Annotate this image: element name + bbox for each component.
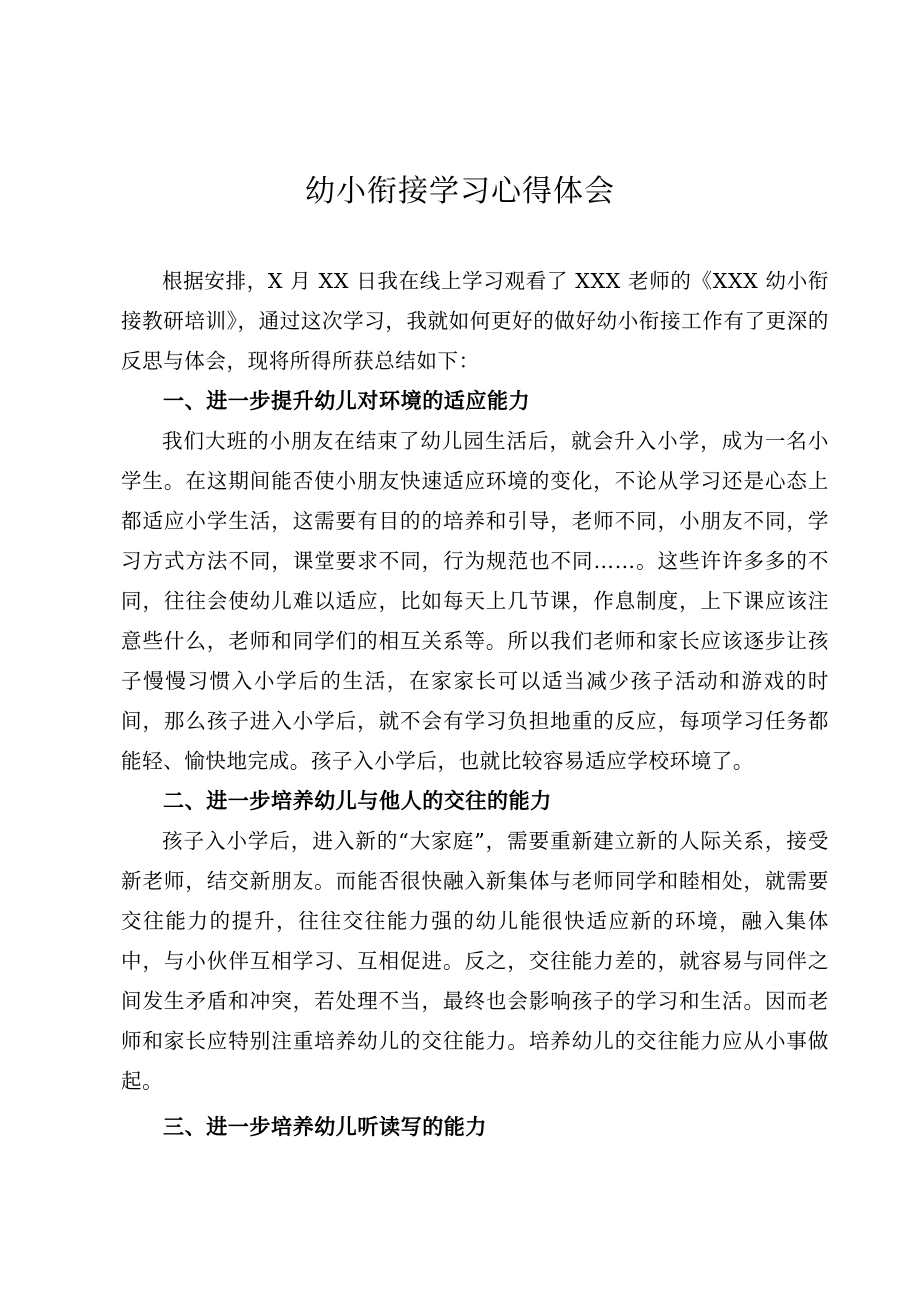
document-body	[121, 261, 829, 1147]
document-title: 幼小衔接学习心得体会	[305, 174, 615, 209]
section-heading-1: 一、进一步提升幼儿对环境的适应能力	[163, 389, 531, 413]
section-paragraph-1: 我们大班的小朋友在结束了幼儿园生活后，就会升入小学，成为一名小学生。在这期间能否使小朋友快速适应环境的变化，不论从学习还是心态上都适应小学生活，这需要有目的的培养和引导，老师不同，小朋友不同，学习方式方法不同，课堂要求不同，行为规范也不同……。这些许许多多的不同，往往会使幼儿难以适应，比如每天上几节课，作息制度，上下课应该注意些什么，老师和同学们的相互关系等。所以我们老师和家长应该逐步让孩子慢慢习惯入小学后的生活，在家家长可以适当减少孩子活动和游戏的时间，那么孩子进入小学后，就不会有学习负担地重的反应，每项学习任务都能轻、愉快地完成。孩子入小学后，也就比较容易适应学校环境了。	[121, 429, 829, 773]
section-heading-3: 三、进一步培养幼儿听读写的能力	[163, 1115, 487, 1139]
section-paragraph-2: 孩子入小学后，进入新的“大家庭”，需要重新建立新的人际关系，接受新老师，结交新朋友。而能否很快融入新集体与老师同学和睦相处，就需要交往能力的提升，往往交往能力强的幼儿能很快适应新的环境，融入集体中，与小伙伴互相学习、互相促进。反之，交往能力差的，就容易与同伴之间发生矛盾和冲突，若处理不当，最终也会影响孩子的学习和生活。因而老师和家长应特别注重培养幼儿的交往能力。培养幼儿的交往能力应从小事做起。	[121, 829, 829, 1093]
intro-paragraph: 根据安排，X 月 XX 日我在线上学习观看了 XXX 老师的《XXX 幼小衔接教研培训》，通过这次学习，我就如何更好的做好幼小衔接工作有了更深的反思与体会，现将所得所获总结如下：	[121, 269, 829, 373]
section-heading-2: 二、进一步培养幼儿与他人的交往的能力	[163, 789, 552, 813]
